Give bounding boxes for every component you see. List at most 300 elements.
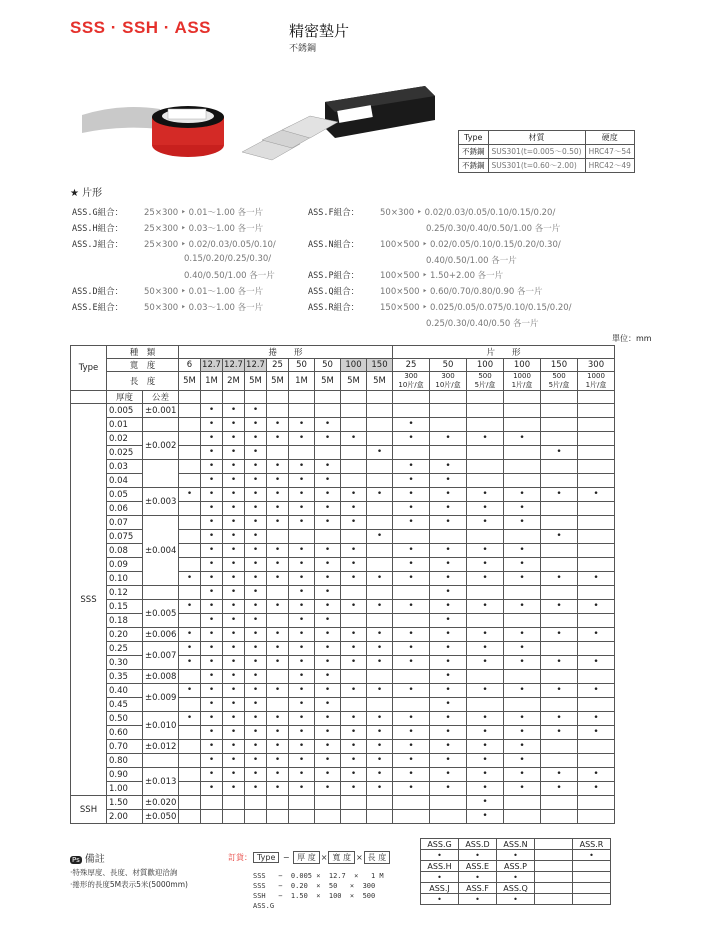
combo-values: ‣ 1.50+2.00 各一片 — [422, 271, 504, 281]
header-width: 寬 度 — [107, 359, 179, 372]
blank-cell — [504, 391, 541, 404]
availability-dot — [367, 432, 393, 446]
spec-cell: 不銹鋼 — [459, 159, 489, 173]
availability-dot — [430, 404, 467, 418]
blank-cell — [201, 391, 223, 404]
availability-dot: • — [223, 572, 245, 586]
availability-dot — [578, 432, 615, 446]
availability-dot: • — [245, 474, 267, 488]
spec-cell: 不銹鋼 — [459, 145, 489, 159]
availability-dot: • — [201, 488, 223, 502]
availability-dot: • — [393, 544, 430, 558]
availability-dot: • — [289, 698, 315, 712]
availability-dot — [341, 796, 367, 810]
combo-continuation: 0.40/0.50/1.00 各一片 — [426, 256, 517, 266]
availability-dot — [267, 698, 289, 712]
availability-dot: • — [504, 740, 541, 754]
combo-name-cell: ASS.F — [459, 883, 497, 894]
availability-dot: • — [245, 768, 267, 782]
combo-name: ASS.R組合： — [308, 303, 360, 313]
availability-dot — [315, 796, 341, 810]
header-thickness: 厚度 — [107, 391, 143, 404]
availability-dot: • — [430, 740, 467, 754]
availability-dot: • — [179, 642, 201, 656]
availability-dot: • — [430, 642, 467, 656]
availability-dot: • — [367, 754, 393, 768]
availability-dot: • — [341, 488, 367, 502]
availability-dot — [341, 586, 367, 600]
thickness-cell: 0.60 — [107, 726, 143, 740]
availability-dot — [430, 810, 467, 824]
availability-dot: • — [430, 474, 467, 488]
availability-dot — [179, 516, 201, 530]
availability-dot: • — [541, 488, 578, 502]
combo-values: ‣ 0.03〜1.00 各一片 — [180, 303, 264, 313]
availability-dot: • — [315, 656, 341, 670]
availability-dot: • — [315, 586, 341, 600]
availability-dot: • — [289, 544, 315, 558]
availability-dot — [430, 446, 467, 460]
availability-dot: • — [223, 600, 245, 614]
availability-dot — [541, 810, 578, 824]
availability-dot — [179, 810, 201, 824]
availability-dot: • — [541, 530, 578, 544]
combo-line — [308, 206, 555, 218]
availability-dot: • — [223, 614, 245, 628]
availability-dot: • — [367, 656, 393, 670]
availability-dot: • — [341, 502, 367, 516]
availability-dot — [541, 544, 578, 558]
combo-name-cell: ASS.J — [421, 883, 459, 894]
availability-dot — [179, 740, 201, 754]
availability-dot: • — [315, 768, 341, 782]
combo-line — [72, 238, 276, 250]
availability-dot: • — [289, 684, 315, 698]
availability-dot: • — [393, 726, 430, 740]
availability-dot: • — [289, 712, 315, 726]
table-row — [71, 586, 615, 600]
combo-name: ASS.P組合： — [308, 271, 360, 281]
availability-dot: • — [393, 754, 430, 768]
thickness-cell: 0.075 — [107, 530, 143, 544]
spec-header-type: Type — [459, 131, 489, 145]
availability-dot: • — [541, 726, 578, 740]
availability-dot — [267, 796, 289, 810]
availability-dot: • — [267, 572, 289, 586]
availability-dot: • — [578, 572, 615, 586]
combo-values: ‣ 0.02/0.05/0.10/0.15/0.20/0.30/ — [422, 240, 561, 250]
availability-dot: • — [223, 516, 245, 530]
availability-dot: • — [267, 726, 289, 740]
availability-dot: • — [467, 516, 504, 530]
combo-size: 25×300 — [144, 208, 181, 218]
availability-dot: • — [201, 544, 223, 558]
width-cell: 100 — [341, 359, 367, 372]
spec-cell: HRC42〜49 — [585, 159, 634, 173]
availability-dot: • — [201, 642, 223, 656]
availability-dot: • — [467, 712, 504, 726]
length-cell: 300 10片/盒 — [430, 372, 467, 391]
availability-dot: • — [245, 488, 267, 502]
availability-dot: • — [289, 502, 315, 516]
table-row — [71, 768, 615, 782]
availability-dot: • — [367, 446, 393, 460]
length-cell: 500 5片/盒 — [467, 372, 504, 391]
availability-dot: • — [245, 544, 267, 558]
availability-dot — [267, 810, 289, 824]
availability-dot: • — [430, 460, 467, 474]
availability-dot — [504, 614, 541, 628]
availability-dot: • — [223, 404, 245, 418]
availability-dot: • — [223, 740, 245, 754]
combo-continuation: 0.15/0.20/0.25/0.30/ — [184, 254, 272, 264]
availability-dot — [393, 614, 430, 628]
availability-dot: • — [393, 642, 430, 656]
availability-dot — [367, 544, 393, 558]
availability-dot: • — [393, 740, 430, 754]
availability-dot — [341, 446, 367, 460]
availability-dot: • — [541, 572, 578, 586]
availability-dot: • — [341, 432, 367, 446]
combo-dot: • — [459, 850, 497, 861]
availability-dot — [367, 516, 393, 530]
availability-dot: • — [267, 768, 289, 782]
availability-dot: • — [430, 768, 467, 782]
availability-dot: • — [393, 628, 430, 642]
availability-dot: • — [467, 754, 504, 768]
availability-dot: • — [341, 768, 367, 782]
availability-dot — [341, 474, 367, 488]
combo-dot: • — [459, 894, 497, 905]
availability-dot: • — [201, 572, 223, 586]
availability-dot: • — [504, 600, 541, 614]
type-sss: SSS — [71, 404, 107, 796]
width-cell: 12.7 — [224, 360, 243, 370]
length-cell: 1000 1片/盒 — [504, 372, 541, 391]
availability-dot: • — [504, 432, 541, 446]
availability-dot: • — [245, 614, 267, 628]
availability-dot: • — [467, 642, 504, 656]
availability-dot: • — [289, 558, 315, 572]
length-cell: 5M — [341, 372, 367, 391]
availability-dot: • — [541, 712, 578, 726]
availability-dot: • — [393, 572, 430, 586]
shim-coil-photo — [80, 95, 230, 165]
combo-name-cell: ASS.R — [573, 839, 611, 850]
availability-dot: • — [504, 488, 541, 502]
availability-dot — [179, 782, 201, 796]
width-cell: 50 — [289, 359, 315, 372]
availability-dot — [245, 810, 267, 824]
availability-dot — [504, 404, 541, 418]
availability-dot — [578, 530, 615, 544]
thickness-cell: 0.04 — [107, 474, 143, 488]
availability-dot: • — [245, 530, 267, 544]
combo-name: ASS.N組合： — [308, 240, 360, 250]
availability-dot — [541, 418, 578, 432]
availability-dot — [578, 404, 615, 418]
availability-dot — [504, 530, 541, 544]
width-cell: 150 — [541, 359, 578, 372]
availability-dot: • — [467, 768, 504, 782]
availability-dot: • — [201, 614, 223, 628]
availability-dot: • — [289, 432, 315, 446]
combo-name-cell: ASS.D — [459, 839, 497, 850]
availability-dot: • — [341, 754, 367, 768]
table-row — [71, 740, 615, 754]
availability-dot — [223, 810, 245, 824]
thickness-cell: 0.25 — [107, 642, 143, 656]
availability-dot: • — [430, 432, 467, 446]
combo-line — [308, 301, 572, 313]
availability-dot: • — [541, 782, 578, 796]
availability-dot: • — [289, 600, 315, 614]
availability-dot: • — [315, 726, 341, 740]
availability-dot — [179, 502, 201, 516]
availability-dot: • — [578, 628, 615, 642]
spec-cell: HRC47〜54 — [585, 145, 634, 159]
thickness-cell: 0.12 — [107, 586, 143, 600]
availability-dot: • — [223, 656, 245, 670]
availability-dot: • — [393, 488, 430, 502]
length-cell: 300 10片/盒 — [393, 372, 430, 391]
availability-dot: • — [267, 418, 289, 432]
thickness-cell: 0.025 — [107, 446, 143, 460]
width-cell: 25 — [267, 359, 289, 372]
availability-dot — [393, 404, 430, 418]
availability-dot: • — [367, 530, 393, 544]
availability-dot: • — [289, 754, 315, 768]
availability-dot: • — [201, 460, 223, 474]
thickness-cell: 0.07 — [107, 516, 143, 530]
thickness-cell: 0.30 — [107, 656, 143, 670]
availability-dot: • — [223, 544, 245, 558]
tolerance-cell: ±0.007 — [143, 642, 179, 670]
availability-dot: • — [289, 642, 315, 656]
availability-dot: • — [541, 684, 578, 698]
availability-dot: • — [223, 754, 245, 768]
availability-dot: • — [367, 726, 393, 740]
length-cell: 500 5片/盒 — [541, 372, 578, 391]
combo-name-cell — [535, 839, 573, 850]
availability-dot — [504, 460, 541, 474]
availability-dot — [315, 530, 341, 544]
spec-header-hardness: 硬度 — [585, 131, 634, 145]
availability-dot: • — [341, 726, 367, 740]
availability-dot: • — [467, 600, 504, 614]
combo-values: ‣ 0.02/0.03/0.05/0.10/ — [180, 240, 276, 250]
availability-dot: • — [245, 656, 267, 670]
availability-dot — [367, 558, 393, 572]
availability-dot: • — [223, 782, 245, 796]
combo-size: 150×500 — [380, 303, 423, 313]
availability-dot: • — [315, 642, 341, 656]
table-row — [71, 404, 615, 418]
availability-dot: • — [367, 572, 393, 586]
availability-dot: • — [315, 600, 341, 614]
availability-dot — [467, 474, 504, 488]
combo-dot: • — [421, 850, 459, 861]
combo-line — [308, 285, 543, 297]
combo-name-cell — [573, 883, 611, 894]
tolerance-cell: ±0.001 — [143, 404, 179, 418]
combo-continuation: 0.25/0.30/0.40/0.50/1.00 各一片 — [426, 224, 561, 234]
availability-dot — [430, 530, 467, 544]
combo-name-cell — [535, 883, 573, 894]
combo-name: ASS.D組合： — [72, 287, 124, 297]
table-row — [71, 432, 615, 446]
availability-dot: • — [267, 544, 289, 558]
availability-dot: • — [578, 488, 615, 502]
availability-dot: • — [245, 754, 267, 768]
availability-dot: • — [267, 600, 289, 614]
availability-dot — [504, 586, 541, 600]
availability-dot — [267, 446, 289, 460]
availability-dot — [578, 418, 615, 432]
combo-name: ASS.F組合： — [308, 208, 360, 218]
availability-dot: • — [467, 782, 504, 796]
availability-dot: • — [245, 558, 267, 572]
availability-dot: • — [315, 558, 341, 572]
width-cell: 100 — [504, 359, 541, 372]
blank-cell — [179, 391, 201, 404]
thickness-cell: 0.10 — [107, 572, 143, 586]
notes-title — [70, 850, 105, 865]
availability-dot: • — [201, 474, 223, 488]
table-row — [71, 796, 615, 810]
availability-dot — [467, 698, 504, 712]
availability-dot — [541, 614, 578, 628]
availability-dot — [179, 460, 201, 474]
table-row — [71, 754, 615, 768]
availability-dot: • — [541, 446, 578, 460]
availability-dot: • — [223, 684, 245, 698]
width-cell: 150 — [367, 359, 393, 372]
availability-dot: • — [541, 768, 578, 782]
availability-dot: • — [430, 712, 467, 726]
availability-dot — [541, 796, 578, 810]
availability-dot: • — [341, 572, 367, 586]
combo-size: 25×300 — [144, 224, 181, 234]
availability-dot — [541, 404, 578, 418]
availability-dot: • — [201, 684, 223, 698]
thickness-cell: 0.40 — [107, 684, 143, 698]
availability-dot — [393, 670, 430, 684]
availability-dot: • — [179, 628, 201, 642]
availability-dot: • — [201, 768, 223, 782]
availability-dot — [504, 418, 541, 432]
availability-dot: • — [179, 684, 201, 698]
availability-dot: • — [267, 474, 289, 488]
availability-dot — [504, 796, 541, 810]
unit-label: 單位：mm — [612, 334, 652, 343]
combo-continuation: 0.25/0.30/0.40/0.50 各一片 — [426, 319, 539, 329]
availability-dot: • — [430, 628, 467, 642]
thickness-cell: 0.08 — [107, 544, 143, 558]
combo-dot: • — [497, 872, 535, 883]
availability-dot: • — [541, 628, 578, 642]
combo-continuation: 0.40/0.50/1.00 各一片 — [184, 271, 275, 281]
combo-line — [308, 238, 561, 250]
availability-dot: • — [315, 740, 341, 754]
page-subtitle: 不銹鋼 — [289, 44, 317, 54]
availability-dot — [578, 446, 615, 460]
availability-dot: • — [315, 460, 341, 474]
availability-dot — [315, 446, 341, 460]
length-cell: 1M — [201, 372, 223, 391]
availability-dot: • — [245, 404, 267, 418]
availability-dot: • — [289, 586, 315, 600]
tolerance-cell: ±0.008 — [143, 670, 179, 684]
availability-dot — [578, 558, 615, 572]
availability-dot — [504, 670, 541, 684]
availability-dot: • — [223, 502, 245, 516]
combo-name-cell — [573, 894, 611, 905]
availability-dot: • — [578, 726, 615, 740]
availability-dot: • — [315, 712, 341, 726]
table-row — [71, 460, 615, 474]
availability-dot: • — [467, 726, 504, 740]
availability-dot — [541, 558, 578, 572]
availability-dot: • — [341, 656, 367, 670]
availability-dot — [504, 446, 541, 460]
availability-dot — [578, 614, 615, 628]
combo-size: 50×300 — [380, 208, 417, 218]
availability-dot: • — [245, 432, 267, 446]
availability-dot: • — [504, 768, 541, 782]
availability-dot — [467, 614, 504, 628]
availability-dot: • — [315, 782, 341, 796]
availability-dot — [504, 698, 541, 712]
length-cell: 2M — [223, 372, 245, 391]
availability-dot: • — [201, 698, 223, 712]
availability-dot — [504, 474, 541, 488]
availability-dot: • — [245, 516, 267, 530]
availability-dot: • — [289, 572, 315, 586]
availability-dot — [201, 796, 223, 810]
availability-dot: • — [467, 796, 504, 810]
availability-dot: • — [223, 530, 245, 544]
section-title: ★ 片形 — [70, 188, 103, 199]
availability-dot: • — [341, 516, 367, 530]
header-roll: 捲 形 — [179, 346, 393, 359]
note-line: ‧特殊厚度、長度、材質歡迎洽詢 — [70, 868, 178, 877]
availability-dot: • — [223, 432, 245, 446]
tolerance-cell: ±0.012 — [143, 740, 179, 754]
availability-dot: • — [201, 754, 223, 768]
combo-line — [72, 285, 263, 297]
availability-dot — [179, 768, 201, 782]
availability-dot: • — [467, 544, 504, 558]
availability-dot: • — [367, 768, 393, 782]
availability-dot: • — [289, 782, 315, 796]
availability-dot: • — [541, 656, 578, 670]
availability-dot — [578, 502, 615, 516]
tolerance-cell: ±0.004 — [143, 516, 179, 586]
thickness-table — [70, 345, 615, 824]
availability-dot: • — [223, 628, 245, 642]
availability-dot: • — [315, 614, 341, 628]
length-cell: 5M — [245, 372, 267, 391]
thickness-cell: 0.35 — [107, 670, 143, 684]
availability-dot: • — [267, 754, 289, 768]
availability-dot: • — [315, 628, 341, 642]
availability-dot — [341, 810, 367, 824]
thickness-cell: 2.00 — [107, 810, 143, 824]
availability-dot — [541, 754, 578, 768]
length-cell: 1M — [289, 372, 315, 391]
blank-cell — [541, 391, 578, 404]
